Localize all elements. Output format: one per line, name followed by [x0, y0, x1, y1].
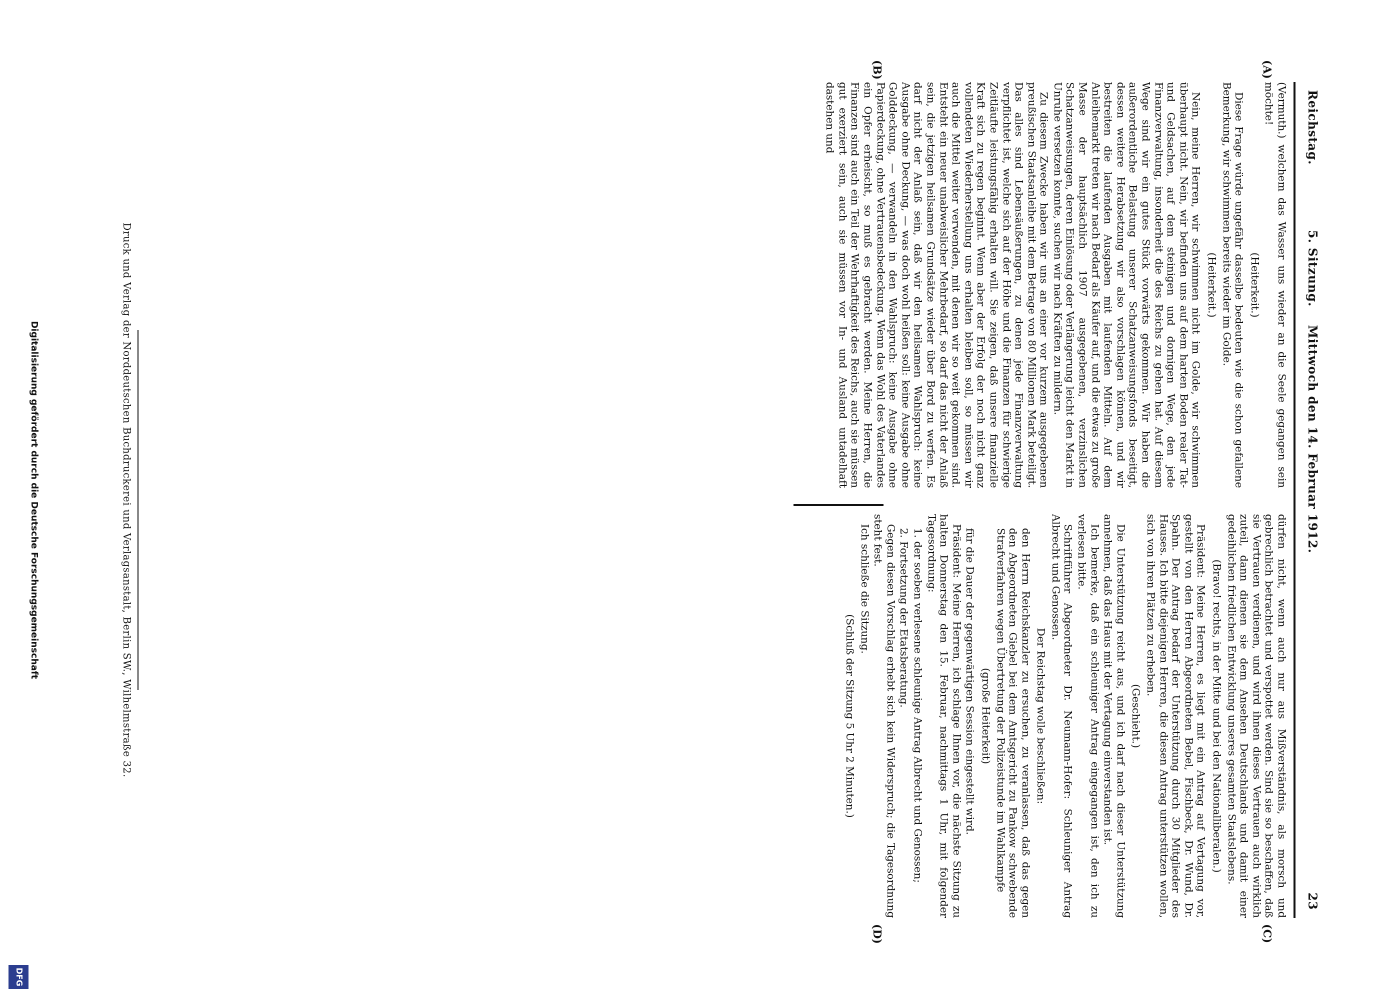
right-paragraph-2: Präsident: Meine Herren, es liegt mit ein Antrag auf Vertagung vor, gestellt von den Herren Abgeordneten Bebel, Fischbeck, Dr. Wund, Dr. Spahn. Der Antrag bedarf der Unterstützung durch 30 Mitglieder des Hauses. Ich bitte diejenigen Herren, die diesen Antrag unterstützen wollen, sich von ihren Plätzen zu erheben.: [1144, 514, 1207, 918]
right-paragraph-11: 2. Fortsetzung der Etatsberatung.: [897, 528, 910, 708]
left-paragraph-4: Zu diesem Zwecke haben wir uns an einer vor kurzem ausgegebenen preußischen Staatsanleihe mit dem Betrage von 80 Millionen Mark beteiligt. Das alles sind Lebensäußerungen, zu denen jede Finanzverwaltung verpflichtet ist, welche sich auf der Höhe und die Finanzen für schwierige Zeitläufte leistungsfähig erhalten will. Sie zeigen, daß unsere finanzielle Kraft sich zu regen beginnt. Wenn aber der Erfolg der noch nicht ganz vollendeten Wiederherstellung uns erhalten bleiben soll, so müssen wir auch die Mittel weiter verwenden, mit denen wir so weit gekommen sind. Entsteht ein neuer unabweislicher Mehrbedarf, so darf das nicht der Anlaß sein, die jetzigen heilsamen Grundsätze wieder über Bord zu werfen. Es darf nicht der Anlaß sein, daß wir den heilsamen Wahlspruch: keine Ausgabe ohne Deckung, — was doch wohl heißen soll: keine Ausgabe ohne Golddeckung, — verwandeln in den Wahlspruch: keine Ausgabe ohne Papierdeckung, ohne Vertrauensbedeckung. Wenn das Wohl des Vaterlandes ein Opfer erheischt, so muß es gebracht werden. Meine Herren, die Finanzen sind auch ein Teil der Wehrhaftigkeit des Reichs, auch sie müssen gut exerziert sein, auch sie müssen vor In- und Ausland untadelhaft dastehen und: [823, 82, 1050, 488]
right-paragraph-12: Gegen diesen Vorschlag erhebt sich kein Widerspruch; die Tagesordnung steht fest.: [871, 514, 896, 918]
column-divider: [793, 504, 883, 506]
printer-footer: Druck und Verlag der Norddeutschen Buchdruckerei und Verlagsanstalt, Berlin SW., Wilhelmstraße 32.: [120, 222, 131, 778]
margin-mark-d: (D): [870, 924, 883, 944]
dfg-logo-icon: DFG: [8, 965, 28, 989]
right-paragraph-8: für die Dauer der gegenwärtigen Session eingestellt wird.: [963, 528, 976, 835]
right-paragraph-7: den Herrn Reichskanzler zu ersuchen, zu veranlassen, daß das gegen den Abgeordneten Giebel bei dem Amtsgericht zu Pankow schwebende Strafverfahren wegen Übertretung der Polizeistunde im Wahlkampfe: [993, 528, 1031, 918]
right-note-7: (große Heiterkeit): [978, 667, 991, 765]
header-session: 5. Sitzung.: [1305, 230, 1319, 307]
right-paragraph-9: Präsident: Meine Herren, ich schlage Ihnen vor, die nächste Sitzung zu halten Donnerstag den 15. Februar, nachmittags 1 Uhr, mit folgender Tagesordnung:: [924, 514, 962, 918]
right-paragraph-14: (Schluß der Sitzung 5 Uhr 2 Minuten.): [843, 614, 855, 818]
right-paragraph-6: Der Reichstag wolle beschließen:: [1034, 627, 1047, 805]
margin-mark-a: (A): [1260, 60, 1273, 79]
page-header: [1297, 90, 1319, 910]
left-column: [527, 82, 1287, 488]
page-number: 23: [1305, 892, 1319, 910]
margin-mark-c: (C): [1260, 924, 1273, 944]
right-note-2: (Geschieht.): [1129, 683, 1142, 749]
left-note-2: (Heiterkeit.): [1205, 252, 1218, 318]
left-note-1: (Heiterkeit.): [1247, 252, 1260, 318]
right-paragraph-3: Die Unterstützung reicht aus, und ich darf nach dieser Unterstützung annehmen, daß das Haus mit der Vertagung einverstanden ist.: [1101, 514, 1126, 918]
footer-rule: [137, 330, 138, 690]
right-paragraph-5: Schriftführer Abgeordneter Dr. Neumann-Hofer: Schleuniger Antrag Albrecht und Genossen.: [1048, 514, 1074, 918]
header-rule: [1293, 82, 1295, 918]
right-paragraph-1: dürfen nicht, wenn auch nur aus Mißverständnis, als morsch und gebrechlich betrachtet und verspottet werden. Sind sie so beschaffen, daß sie Vertrauen verdienen, und wird ihnen dieses Vertrauen auch wirklich zuteil, dann dienen sie dem Ansehen Deutschlands und damit einer gedeihlichen friedlichen Entwicklung unseres gesamten Staatslebens.: [1224, 514, 1287, 918]
right-paragraph-10: 1. der soeben verlesene schleunige Antrag Albrecht und Genossen;: [910, 528, 923, 883]
dfg-notice: Digitalisierung gefördert durch die Deutsche Forschungsgemeinschaft: [28, 320, 38, 680]
left-paragraph-1: (Vermuth.) welchem das Wasser uns wieder an die Seele gegangen sein möchte!: [1262, 82, 1287, 488]
right-paragraph-4: Ich bemerke, daß ein schleuniger Antrag eingegangen ist, den ich zu verlesen bitte.: [1075, 514, 1100, 918]
margin-mark-b: (B): [870, 60, 883, 80]
left-paragraph-2: Diese Frage würde ungefähr dasselbe bedeuten wie die schon gefallene Bemerkung, wir schwimmen bereits wieder im Golde.: [1219, 82, 1245, 488]
right-paragraph-13: Ich schließe die Sitzung.: [857, 524, 870, 654]
header-date: Mittwoch den 14. Februar 1912.: [1305, 325, 1319, 554]
right-column: [527, 514, 1287, 918]
header-session-date: [1305, 230, 1319, 553]
left-paragraph-3: Nein, meine Herren, wir schwimmen nicht im Golde, wir schwimmen überhaupt nicht. Nein, wir befinden uns auf dem harten Boden realer Tat- und Geldsachen, auf dem steinigen und dornigen Wege, den jede Finanzverwaltung, insonderheit die des Reichs zu gehen hat. Auf diesem Wege sind wir ein gutes Stück vorwärts gekommen. Wir haben die außerordentliche Belastung unserer Schatzanweisungsfonds beseitigt, dessen weitere Herabsetzung wir also vorschlagen können, und wir bestreiten die laufenden Ausgaben mit laufenden Mitteln. Auf dem Anleihemarkt treten wir nach Bedarf als Käufer auf, und die etwas zu große Masse der hauptsächlich 1907 ausgegebenen, verzinslichen Schatzanweisungen, deren Einlösung oder Verlängerung leicht den Markt in Unruhe versetzen konnte, suchen wir nach Kräften zu mildern.: [1050, 82, 1202, 488]
right-note-1: (Bravo! rechts, in der Mitte und bei den Nationalliberalen.): [1210, 559, 1223, 873]
header-reichstag: Reichstag.: [1305, 90, 1319, 165]
